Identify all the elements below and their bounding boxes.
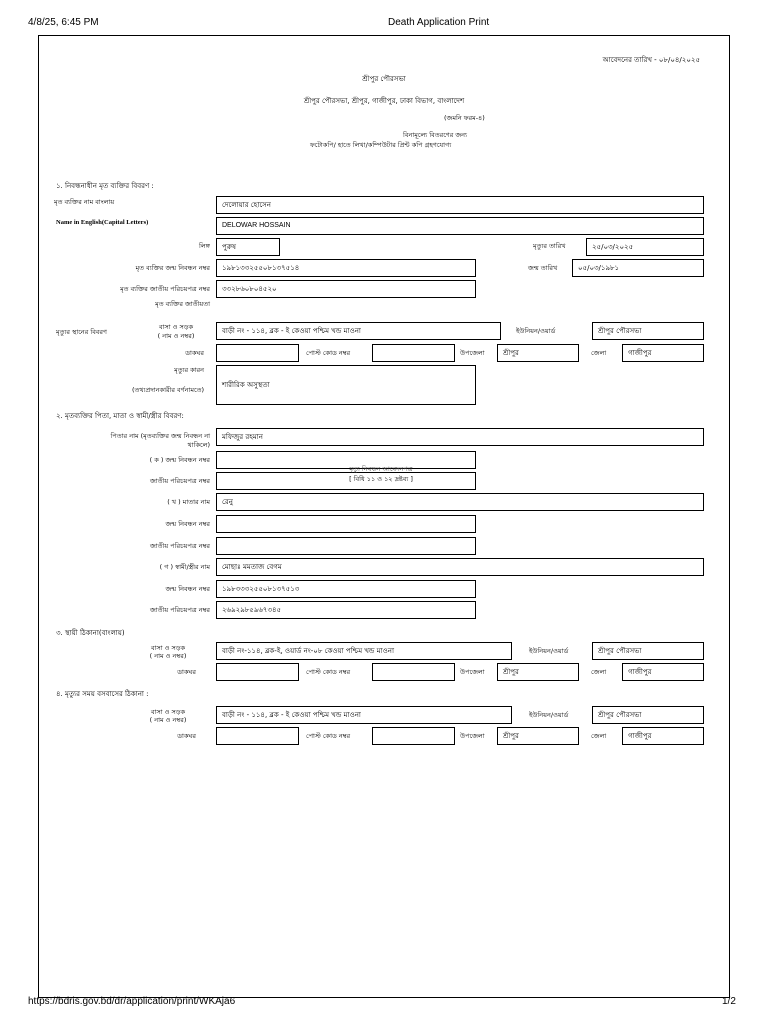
birth-reg-value: ১৯৮১৩৩২৫৫০৮১৩৭৫১৪ [216,259,476,277]
residence-district-label: জেলা [591,732,607,740]
spouse-nid-label: জাতীয় পরিচয়পত্র নম্বর [149,606,210,614]
spouse-nid-value: ২৬৯২৯৮৫৯৬৭৩৪৫ [216,601,476,619]
free-distribution-note: বিনামূল্যে বিতরণের জন্য [403,131,467,139]
application-date: আবেদনের তারিখ - ০৮/০৪/২০২৫ [602,56,700,64]
cause-label: মৃত্যুর কারন [174,366,204,374]
residence-upazila-label: উপজেলা [460,732,485,740]
watermark-line-2: [ বিধি ১১ ও ১২ দ্রষ্টব্য ] [349,475,413,483]
form-number: (জমনি ফরম-৪) [444,114,485,122]
copy-acceptable-note: ফটোকপি/ হাতে লিখা/কম্পিউটার প্রিন্ট কপি গ্রহণযোগ্য [310,141,452,149]
section-3-title: ৩. স্থায়ী ঠিকানা(বাংলায়) [56,629,125,637]
residence-post-label: ডাকঘর [177,732,196,740]
residence-district-value: গাজীপুর [622,727,704,745]
residence-road-value: বাড়ী নং - ১১৪, ব্লক - ই কেওয়া পশ্চিম খন্ড মাওনা [216,706,512,724]
spouse-name-value: মোছাঃ মমতাজ বেগম [216,558,704,576]
permanent-postcode-label: পোস্ট কোড নম্বর [306,668,351,676]
section-4-title: ৪. মৃত্যুর সময় বসবাসের ঠিকানা : [56,690,149,698]
gender-label: লিঙ্গ [198,242,210,250]
mother-nid-value [216,537,476,555]
spouse-birth-reg-label: জন্ম নিবন্ধন নম্বর [165,585,210,593]
birth-date-value: ০৫/০৩/১৯৮১ [572,259,704,277]
father-label-2: থাকিলে) [187,441,210,449]
s4-road-label-2: ( নাম ও নম্বর) [149,716,187,724]
name-en-value: DELOWAR HOSSAIN [216,217,704,235]
print-datetime: 4/8/25, 6:45 PM [28,17,99,28]
mother-nid-label: জাতীয় পরিচয়পত্র নম্বর [149,542,210,550]
residence-union-value: শ্রীপুর পৌরসভা [592,706,704,724]
mother-birth-reg-label: জন্ম নিবন্ধন নম্বর [165,520,210,528]
residence-post-value [216,727,299,745]
permanent-union-label: ইউনিয়ন/ওয়ার্ড [529,647,569,655]
office-name: শ্রীপুর পৌরসভা [362,75,406,83]
cause-value: শারীরিক অসুস্থতা [216,365,476,405]
nid-label: মৃত ব্যক্তির জাতীয় পরিচয়পত্র নম্বর [120,285,210,293]
watermark-line-1: মৃত্যু নিবন্ধন আবেদনপত্র [349,465,413,473]
residence-postcode-value [372,727,455,745]
name-bn-label: মৃত ব্যক্তির নাম বাংলায় [54,198,115,206]
spouse-birth-reg-value: ১৯৮৩৩৩২৫৫০৮১৩৭৫১৩ [216,580,476,598]
birth-date-label: জন্ম তারিখ [528,264,558,272]
death-place-post [216,344,299,362]
road-label-1: বাসা ও সড়ক [158,323,194,331]
father-nid-label: জাতীয় পরিচয়পত্র নম্বর [149,477,210,485]
death-place-postcode-label: পোস্ট কোড নম্বর [306,349,351,357]
section-2-title: ২. মৃতব্যক্তির পিতা, মাতা ও স্বামী/স্ত্রীর বিবরণ: [56,412,184,420]
father-birth-reg-label: ( ক ) জন্ম নিবন্ধন নম্বর [149,456,210,464]
page-number: 1/2 [722,996,736,1007]
death-place-district: গাজীপুর [622,344,704,362]
nid-value: ৩৩২৮৬০৮০৪৫২০ [216,280,476,298]
permanent-upazila-value: শ্রীপুর [497,663,579,681]
mother-label: ( খ ) মাতার নাম [167,498,210,506]
residence-union-label: ইউনিয়ন/ওয়ার্ড [529,711,569,719]
death-place-road: বাড়ী নং - ১১৪, ব্লক - ই কেওয়া পশ্চিম খন্ড মাওনা [216,322,501,340]
name-en-label: Name in English(Capital Letters) [56,219,149,226]
permanent-upazila-label: উপজেলা [460,668,485,676]
s3-road-label-1: বাসা ও সড়ক [150,644,186,652]
name-bn-value: দেলোয়ার হোসেন [216,196,704,214]
death-place-label: মৃত্যুর স্থানের বিবরণ [56,328,107,336]
permanent-district-value: গাজীপুর [622,663,704,681]
mother-name-value: রেনু [216,493,704,511]
death-date-value: ২৫/০৩/২০২৫ [586,238,704,256]
death-place-district-label: জেলা [591,349,607,357]
father-name-value: মফিজুর রহমান [216,428,704,446]
death-place-post-label: ডাকঘর [185,349,204,357]
mother-birth-reg-value [216,515,476,533]
residence-postcode-label: পোস্ট কোড নম্বর [306,732,351,740]
father-label-1: পিতার নাম (মৃতব্যক্তির জন্ম নিবন্ধন না [110,432,210,440]
s3-road-label-2: ( নাম ও নম্বর) [149,652,187,660]
permanent-post-label: ডাকঘর [177,668,196,676]
death-place-upazila-label: উপজেলা [460,349,485,357]
permanent-union-value: শ্রীপুর পৌরসভা [592,642,704,660]
cause-sub-label: (তথ্যপ্রদানকারীর বর্ণনামতে) [132,386,204,394]
death-place-union-label: ইউনিয়ন/ওয়ার্ড [516,327,556,335]
permanent-postcode-value [372,663,455,681]
death-place-upazila: শ্রীপুর [497,344,579,362]
section-1-title: ১. নিবন্ধনাধীন মৃত ব্যক্তির বিবরণ : [56,182,154,190]
office-address: শ্রীপুর পৌরসভা, শ্রীপুর, গাজীপুর, ঢাকা বিভাগ, বাংলাদেশ [303,97,465,105]
permanent-district-label: জেলা [591,668,607,676]
death-place-postcode [372,344,455,362]
permanent-post-value [216,663,299,681]
print-title: Death Application Print [388,17,490,28]
death-place-union: শ্রীপুর পৌরসভা [592,322,704,340]
s4-road-label-1: বাসা ও সড়ক [150,708,186,716]
birth-reg-label: মৃত ব্যক্তির জন্ম নিবন্ধন নম্বর [135,264,210,272]
print-url[interactable]: https://bdris.gov.bd/dr/application/print/WKAja6 [28,996,236,1007]
residence-upazila-value: শ্রীপুর [497,727,579,745]
spouse-label: ( গ ) স্বামী/স্ত্রীর নাম [159,563,210,571]
nationality-label: মৃত ব্যক্তির জাতীয়তা [155,300,210,308]
death-date-label: মৃত্যুর তারিখ [533,242,566,250]
road-label-2: ( নাম ও নম্বর) [157,332,195,340]
permanent-road-value: বাড়ী নং-১১৪, ব্লক-ই, ওয়ার্ড নং-০৮ কেওয়া পশ্চিম খন্ড মাওনা [216,642,512,660]
gender-value: পুরুষ [216,238,280,256]
